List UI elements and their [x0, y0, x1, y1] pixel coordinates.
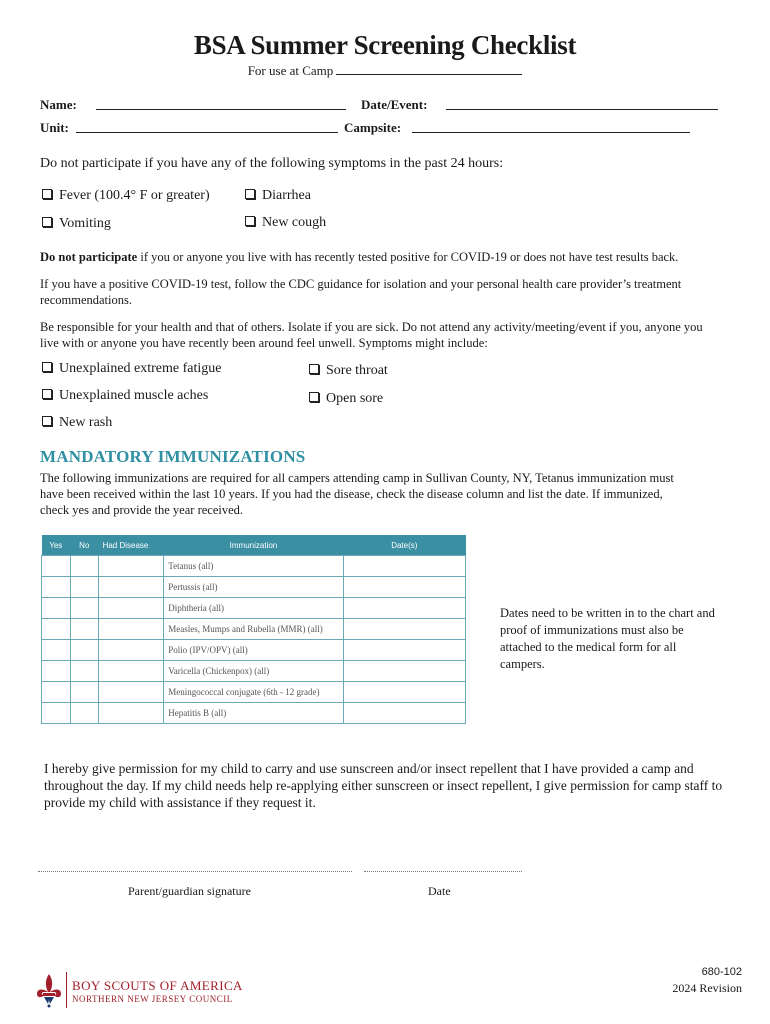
- form-number: 680-102: [701, 966, 742, 978]
- immunizations-heading: MANDATORY IMMUNIZATIONS: [40, 447, 306, 466]
- immunization-cell: Measles, Mumps and Rubella (MMR) (all): [164, 619, 343, 640]
- table-row: [42, 703, 466, 724]
- symptom-new-cough[interactable]: New cough: [245, 215, 326, 231]
- campsite-field[interactable]: [412, 131, 690, 133]
- campsite-label: Campsite:: [344, 120, 402, 135]
- fleur-de-lis-icon: [34, 972, 64, 1008]
- camp-label: For use at Camp: [247, 63, 334, 78]
- checkbox[interactable]: [42, 217, 52, 227]
- yes-cell[interactable]: [42, 640, 71, 661]
- table-row: [42, 577, 466, 598]
- date-label: Date: [428, 884, 451, 898]
- table-row: [42, 682, 466, 703]
- immunization-cell: Diphtheria (all): [164, 598, 343, 619]
- no-cell[interactable]: [70, 640, 99, 661]
- signature-label: Parent/guardian signature: [128, 884, 251, 898]
- name-label: Name:: [40, 97, 77, 112]
- no-cell[interactable]: [70, 598, 99, 619]
- symptom-open-sore[interactable]: Open sore: [309, 391, 383, 407]
- unit-field[interactable]: [76, 131, 338, 133]
- revision-block: [672, 964, 742, 996]
- symptom-fatigue[interactable]: Unexplained extreme fatigue: [42, 361, 221, 377]
- yes-cell[interactable]: [42, 598, 71, 619]
- symptom-muscle-aches[interactable]: Unexplained muscle aches: [42, 388, 208, 404]
- yes-cell[interactable]: [42, 577, 71, 598]
- date-line[interactable]: [364, 870, 522, 872]
- checkbox[interactable]: [42, 362, 52, 372]
- immunization-cell: Polio (IPV/OPV) (all): [164, 640, 343, 661]
- had-disease-cell[interactable]: [99, 640, 164, 661]
- column-header-had-disease: Had Disease: [99, 535, 164, 556]
- no-cell[interactable]: [70, 619, 99, 640]
- signature-line[interactable]: [38, 870, 352, 872]
- date-event-label: Date/Event:: [361, 97, 428, 112]
- yes-cell[interactable]: [42, 682, 71, 703]
- no-cell[interactable]: [70, 703, 99, 724]
- council-name: NORTHERN NEW JERSEY COUNCIL: [72, 994, 233, 1004]
- table-row: [42, 619, 466, 640]
- no-cell[interactable]: [70, 556, 99, 577]
- dates-cell[interactable]: [343, 577, 465, 598]
- checkbox[interactable]: [309, 392, 319, 402]
- symptom-new-rash[interactable]: New rash: [42, 415, 112, 431]
- camp-field[interactable]: [336, 63, 522, 75]
- symptom-diarrhea[interactable]: Diarrhea: [245, 188, 311, 204]
- table-row: [42, 556, 466, 577]
- checkbox[interactable]: [42, 189, 52, 199]
- column-header-no: No: [70, 535, 99, 556]
- bsa-logo: [34, 972, 64, 1013]
- column-header-dates: Date(s): [343, 535, 465, 556]
- logo-divider: [66, 972, 67, 1008]
- immunizations-intro: The following immunizations are required for all campers attending camp in Sullivan County, NY, Tetanus immunization must have been received within the last 10 years. If you had the disease, check the disease column and list the date. If immunized, check yes and provide the year received.: [40, 471, 674, 517]
- covid-positive-guidance: If you have a positive COVID-19 test, follow the CDC guidance for isolation and your personal health care provider’s treatment recommendations.: [40, 277, 682, 307]
- immunization-cell: Meningococcal conjugate (6th - 12 grade): [164, 682, 343, 703]
- symptom-fever[interactable]: Fever (100.4° F or greater): [42, 188, 210, 204]
- name-field[interactable]: [96, 108, 346, 110]
- no-cell[interactable]: [70, 661, 99, 682]
- page-title: BSA Summer Screening Checklist: [193, 30, 577, 60]
- health-responsibility: Be responsible for your health and that of others. Isolate if you are sick. Do not attend any activity/meeting/event if you, anyone you live with or anyone you have recently been around feel unwell. Symptoms might include:: [40, 320, 703, 350]
- symptom-vomiting[interactable]: Vomiting: [42, 216, 111, 232]
- checkbox[interactable]: [42, 416, 52, 426]
- immunization-table: [41, 535, 466, 724]
- unit-label: Unit:: [40, 120, 69, 135]
- sunscreen-permission: I hereby give permission for my child to carry and use sunscreen and/or insect repellent that I have provided a camp and throughout the day. If my child needs help re-applying either sunscreen or insect repellent, I give permission for camp staff to provide my child with assistance if they request it.: [44, 761, 723, 810]
- table-row: [42, 661, 466, 682]
- dates-cell[interactable]: [343, 598, 465, 619]
- revision: 2024 Revision: [672, 981, 742, 995]
- symptoms-intro: Do not participate if you have any of the following symptoms in the past 24 hours:: [40, 156, 504, 171]
- table-row: [42, 598, 466, 619]
- had-disease-cell[interactable]: [99, 598, 164, 619]
- dates-cell[interactable]: [343, 703, 465, 724]
- camp-line: [0, 63, 770, 79]
- had-disease-cell[interactable]: [99, 703, 164, 724]
- dates-cell[interactable]: [343, 661, 465, 682]
- no-cell[interactable]: [70, 577, 99, 598]
- dates-cell[interactable]: [343, 682, 465, 703]
- yes-cell[interactable]: [42, 661, 71, 682]
- dates-cell[interactable]: [343, 556, 465, 577]
- yes-cell[interactable]: [42, 556, 71, 577]
- yes-cell[interactable]: [42, 619, 71, 640]
- organization-name: BOY SCOUTS OF AMERICA: [72, 978, 243, 993]
- dates-cell[interactable]: [343, 619, 465, 640]
- checkbox[interactable]: [42, 389, 52, 399]
- had-disease-cell[interactable]: [99, 556, 164, 577]
- yes-cell[interactable]: [42, 703, 71, 724]
- date-event-field[interactable]: [446, 108, 718, 110]
- had-disease-cell[interactable]: [99, 577, 164, 598]
- column-header-immunization: Immunization: [164, 535, 343, 556]
- covid-warning: Do not participate if you or anyone you live with has recently tested positive for COVID-19 or does not have test results back.: [40, 250, 679, 264]
- had-disease-cell[interactable]: [99, 661, 164, 682]
- immunization-cell: Pertussis (all): [164, 577, 343, 598]
- immunization-cell: Tetanus (all): [164, 556, 343, 577]
- immunization-cell: Varicella (Chickenpox) (all): [164, 661, 343, 682]
- table-row: [42, 640, 466, 661]
- no-cell[interactable]: [70, 682, 99, 703]
- checkbox[interactable]: [245, 216, 255, 226]
- had-disease-cell[interactable]: [99, 619, 164, 640]
- had-disease-cell[interactable]: [99, 682, 164, 703]
- table-header-row: [42, 535, 466, 556]
- immunization-note: Dates need to be written in to the chart and proof of immunizations must also be attached to the medical form for all campers.: [500, 606, 715, 671]
- checkbox[interactable]: [309, 364, 319, 374]
- symptom-sore-throat[interactable]: Sore throat: [309, 363, 388, 379]
- immunization-cell: Hepatitis B (all): [164, 703, 343, 724]
- column-header-yes: Yes: [42, 535, 71, 556]
- dates-cell[interactable]: [343, 640, 465, 661]
- checkbox[interactable]: [245, 189, 255, 199]
